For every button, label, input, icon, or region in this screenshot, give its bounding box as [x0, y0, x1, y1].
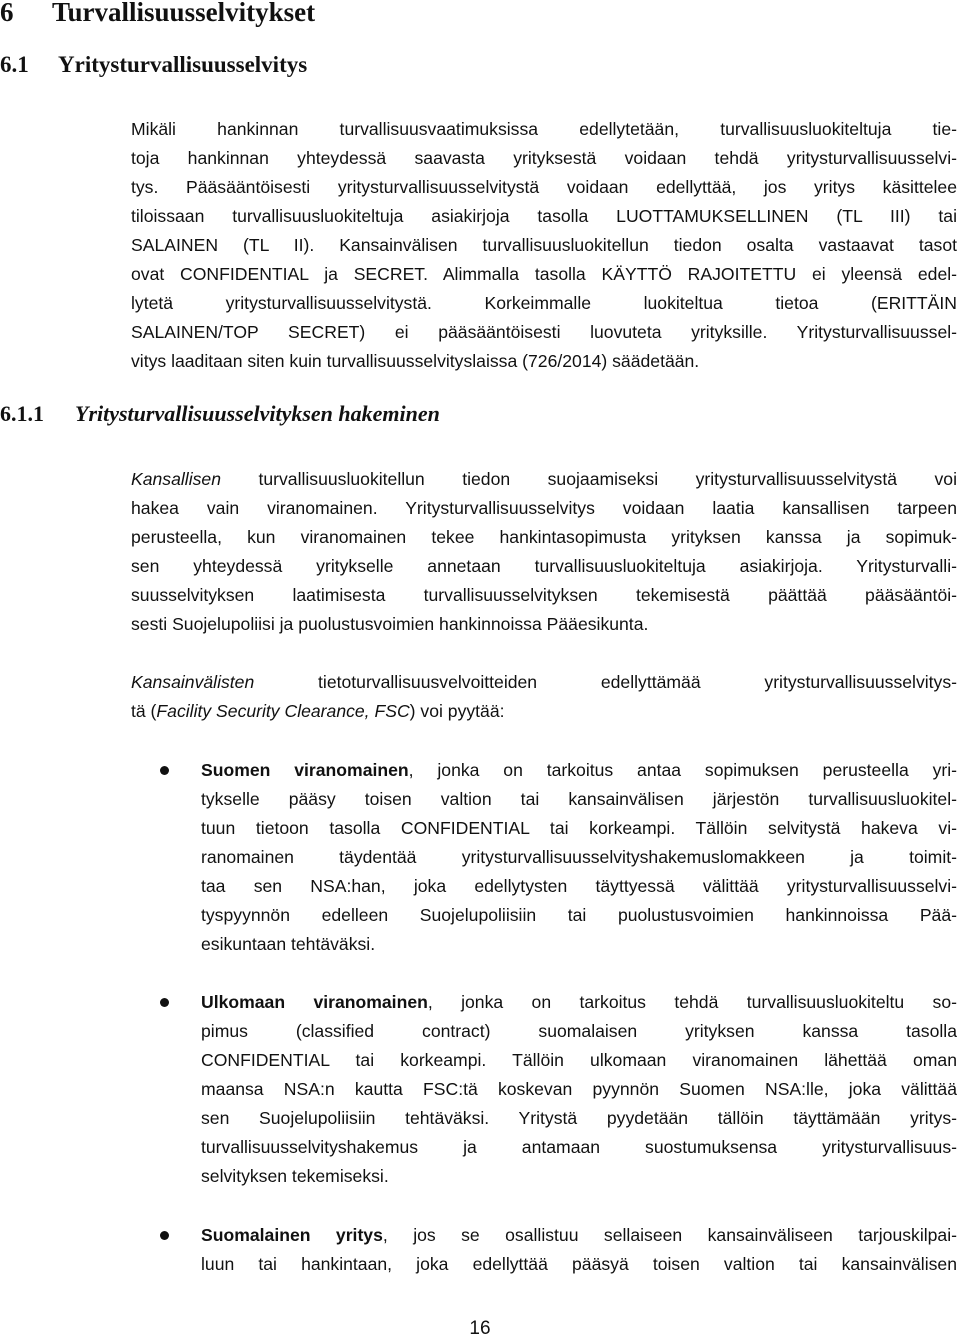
paragraph-line: luun tai hankintaan, joka edellyttää pääsyä toisen valtion tai kansainvälisen	[201, 1254, 957, 1274]
paragraph-line	[201, 1221, 957, 1250]
paragraph-line: perusteella, kun viranomainen tekee hankintasopimusta yrityksen kanssa ja sopimuk-	[131, 527, 957, 547]
paragraph-text: ) voi pyytää:	[409, 701, 505, 721]
chapter-title: Turvallisuusselvitykset	[52, 0, 316, 27]
italic-term: Kansallisen	[131, 469, 221, 489]
paragraph-line: maansa NSA:n kautta FSC:tä koskevan pyynnön Suomen NSA:lle, joka välittää	[201, 1079, 957, 1099]
paragraph-national-clearance	[131, 465, 957, 639]
paragraph-line: ranomainen täydentää yritysturvallisuusselvityshakemuslomakkeen ja toimit-	[201, 847, 957, 867]
paragraph-line	[131, 465, 957, 494]
list-item-text	[201, 988, 957, 1191]
subsection-heading	[0, 398, 440, 430]
subsection-title: Yritysturvallisuusselvityksen hakeminen	[75, 401, 440, 426]
paragraph-line: CONFIDENTIAL tai korkeampi. Tällöin ulkomaan viranomainen lähettää oman	[201, 1050, 957, 1070]
paragraph-line: tykselle pääsy toisen valtion tai kansainvälisen järjestön turvallisuusluokitel-	[201, 789, 957, 809]
paragraph-text: tietoturvallisuusvelvoitteiden edellyttämää yritysturvallisuusselvitys-	[254, 672, 957, 692]
paragraph-line: sen Suojelupoliisiin tehtäväksi. Yritystä pyydetään tällöin täyttämään yritys-	[201, 1108, 957, 1128]
bold-term: Ulkomaan viranomainen	[201, 992, 428, 1012]
paragraph-line: Mikäli hankinnan turvallisuusvaatimuksissa edellytetään, turvallisuusluokiteltuja tie-	[131, 119, 957, 139]
paragraph-line: SALAINEN/TOP SECRET) ei pääsääntöisesti luovuteta yrityksille. Yritysturvallisuussel-	[131, 322, 957, 342]
paragraph-line: tys. Pääsääntöisesti yritysturvallisuusselvitystä voidaan edellyttää, jos yritys käsittelee	[131, 177, 957, 197]
paragraph-line: taa sen NSA:han, joka edellytysten täyttyessä välittää yritysturvallisuusselvi-	[201, 876, 957, 896]
paragraph-line: pimus (classified contract) suomalaisen yrityksen kanssa tasolla	[201, 1021, 957, 1041]
paragraph-line: hakea vain viranomainen. Yritysturvallisuusselvitys voidaan laatia kansallisen tarpeen	[131, 498, 957, 518]
paragraph-line: ovat CONFIDENTIAL ja SECRET. Alimmalla tasolla KÄYTTÖ RAJOITETTU ei yleensä edel-	[131, 264, 957, 284]
bullet-icon	[160, 766, 169, 775]
paragraph-line	[131, 668, 957, 697]
paragraph-text: turvallisuusluokitellun tiedon suojaamiseksi yritysturvallisuusselvitystä voi	[220, 469, 957, 489]
paragraph-line: vitys laaditaan siten kuin turvallisuusselvityslaissa (726/2014) säädetään.	[131, 351, 700, 371]
paragraph-line	[131, 697, 957, 726]
italic-term: Kansainvälisten	[131, 672, 255, 692]
paragraph-international-clearance	[131, 668, 957, 726]
paragraph-line: tuun tietoon tasolla CONFIDENTIAL tai korkeampi. Tällöin selvitystä hakeva vi-	[201, 818, 957, 838]
paragraph-line: toja hankinnan yhteydessä saavasta yrityksestä voidaan tehdä yritysturvallisuusselvi-	[131, 148, 957, 168]
bullet-icon	[160, 998, 169, 1007]
section-heading	[0, 48, 307, 82]
paragraph-line: tiloissaan turvallisuusluokiteltuja asiakirjoja tasolla LUOTTAMUKSELLINEN (TL III) tai	[131, 206, 957, 226]
paragraph-line: turvallisuusselvityshakemus ja antamaan suostumuksensa yritysturvallisuus-	[201, 1137, 957, 1157]
paragraph-line	[201, 988, 957, 1017]
chapter-number: 6	[0, 0, 14, 27]
paragraph-text: , jos se osallistuu sellaiseen kansainväliseen tarjouskilpai-	[382, 1225, 957, 1245]
chapter-heading	[0, 0, 315, 30]
paragraph-line: sesti Suojelupoliisi ja puolustusvoimien hankinnoissa Pääesikunta.	[131, 614, 649, 634]
paragraph-line: esikuntaan tehtäväksi.	[201, 934, 376, 954]
paragraph-line	[201, 756, 957, 785]
list-item-text	[201, 1221, 957, 1279]
paragraph-line: suusselvityksen laatimisesta turvallisuusselvityksen tekemisestä päättää pääsääntöi-	[131, 585, 957, 605]
bullet-icon	[160, 1231, 169, 1240]
subsection-number: 6.1.1	[0, 401, 44, 426]
section-number: 6.1	[0, 52, 29, 77]
paragraph-text: tä (	[131, 701, 157, 721]
paragraph-line: lytetä yritysturvallisuusselvitystä. Korkeimmalle luokiteltua tietoa (ERITTÄIN	[131, 293, 957, 313]
italic-term: Facility Security Clearance, FSC	[156, 701, 410, 721]
section-title: Yritysturvallisuusselvitys	[58, 52, 308, 77]
list-item-text	[201, 756, 957, 959]
bold-term: Suomalainen yritys	[201, 1225, 383, 1245]
paragraph-line: sen yhteydessä yritykselle annetaan turvallisuusluokiteltuja asiakirjoja. Yritysturvalli-	[131, 556, 957, 576]
paragraph-company-clearance-intro	[131, 115, 957, 376]
paragraph-line: tyspyynnön edelleen Suojelupoliisiin tai puolustusvoimien hankinnoissa Pää-	[201, 905, 957, 925]
paragraph-line: selvityksen tekemiseksi.	[201, 1166, 389, 1186]
paragraph-text: , jonka on tarkoitus tehdä turvallisuusluokiteltu so-	[427, 992, 957, 1012]
paragraph-line: SALAINEN (TL II). Kansainvälisen turvallisuusluokitellun tiedon osalta vastaavat tasot	[131, 235, 957, 255]
paragraph-text: , jonka on tarkoitus antaa sopimuksen perusteella yri-	[408, 760, 957, 780]
page-number: 16	[469, 1318, 491, 1339]
bold-term: Suomen viranomainen	[201, 760, 409, 780]
